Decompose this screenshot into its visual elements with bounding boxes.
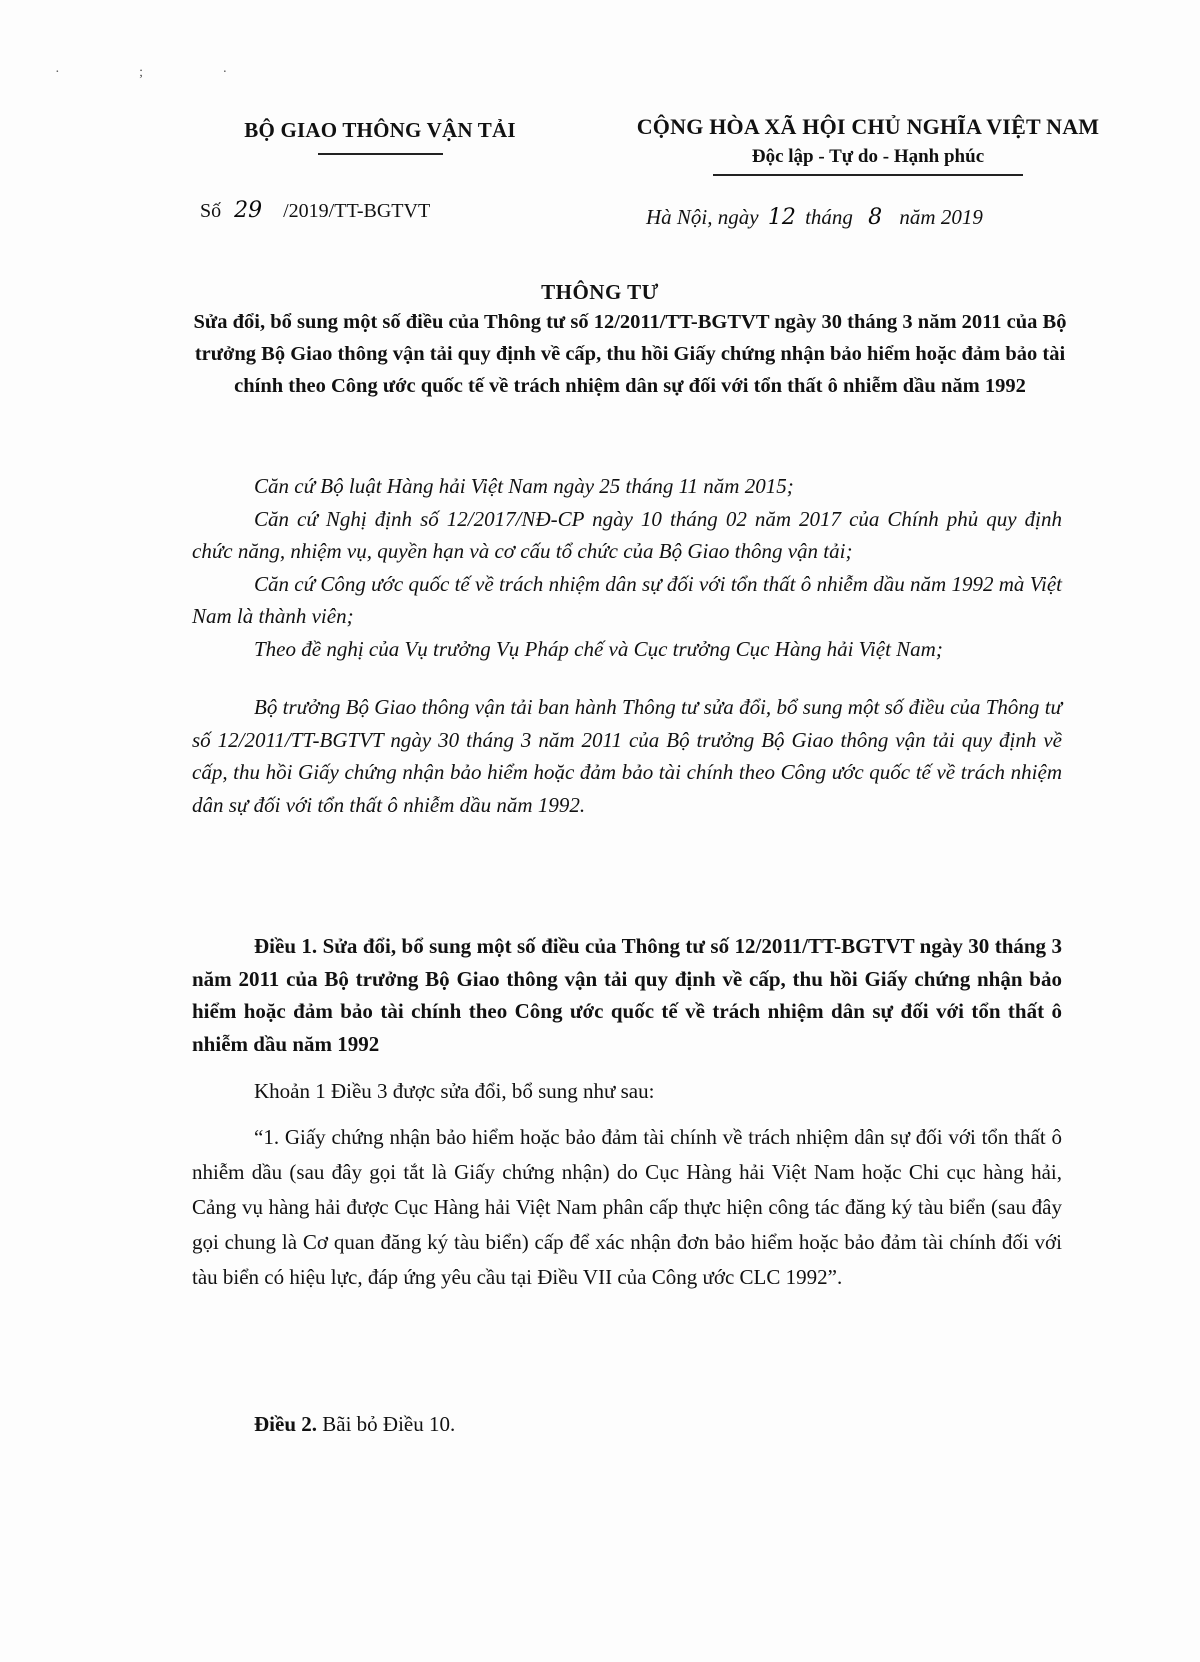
date-month-handwritten: 8 <box>868 205 883 230</box>
date-month-label: tháng <box>805 205 853 229</box>
date-place: Hà Nội, ngày <box>646 205 759 229</box>
doc-number-suffix: /2019/TT-BGTVT <box>283 200 431 222</box>
preamble-paragraph: Căn cứ Công ước quốc tế về trách nhiệm dân sự đối với tổn thất ô nhiễm dầu năm 1992 mà Việt Nam là thành viên; <box>192 571 1062 628</box>
scan-specks: · ; · <box>55 65 266 80</box>
national-motto: Độc lập - Tự do - Hạnh phúc <box>751 146 985 167</box>
agency-underline <box>318 153 443 155</box>
article-2-text: Bãi bỏ Điều 10. <box>322 1412 456 1436</box>
doc-number-handwritten: 29 <box>234 198 263 223</box>
preamble-paragraph: Theo đề nghị của Vụ trưởng Vụ Pháp chế và Cục trưởng Cục Hàng hải Việt Nam; <box>254 636 943 661</box>
document-type-title: THÔNG TƯ <box>541 280 659 304</box>
preamble <box>192 470 1062 821</box>
article-1-quote: “1. Giấy chứng nhận bảo hiểm hoặc bảo đảm tài chính về trách nhiệm dân sự đối với tổn thất ô nhiễm dầu (sau đây gọi tắt là Giấy chứng nhận) do Cục Hàng hải Việt Nam hoặc Chi cục hàng hải, Cảng vụ hàng hải được Cục Hàng hải Việt Nam phân cấp thực hiện công tác đăng ký tàu biển (sau đây gọi chung là Cơ quan đăng ký tàu biển) cấp để xác nhận đơn bảo hiểm hoặc bảo đảm tài chính đối với tàu biển có hiệu lực, đáp ứng yêu cầu tại Điều VII của Công ước CLC 1992”. <box>192 1125 1062 1289</box>
doc-number-prefix: Số <box>200 200 222 222</box>
article-1-heading: Điều 1. Sửa đổi, bổ sung một số điều của Thông tư số 12/2011/TT-BGTVT ngày 30 tháng 3 năm 2011 của Bộ trưởng Bộ Giao thông vận tải quy định về cấp, thu hồi Giấy chứng nhận bảo hiểm hoặc đảm bảo tài chính theo Công ước quốc tế về trách nhiệm dân sự đối với tổn thất ô nhiễm dầu năm 1992 <box>192 934 1062 1056</box>
issuing-agency-name: BỘ GIAO THÔNG VẬN TẢI <box>244 118 516 142</box>
date-year: năm 2019 <box>899 205 983 229</box>
article-1 <box>192 930 1062 1295</box>
national-name: CỘNG HÒA XÃ HỘI CHỦ NGHĨA VIỆT NAM <box>636 114 1100 139</box>
document-number <box>200 198 430 223</box>
article-2-label: Điều 2. <box>254 1412 317 1436</box>
preamble-paragraph: Bộ trưởng Bộ Giao thông vận tải ban hành Thông tư sửa đổi, bổ sung một số điều của Thông tư số 12/2011/TT-BGTVT ngày 30 tháng 3 năm 2011 của Bộ trưởng Bộ Giao thông vận tải quy định về cấp, thu hồi Giấy chứng nhận bảo hiểm hoặc đảm bảo tài chính theo Công ước quốc tế về trách nhiệm dân sự đối với tổn thất ô nhiễm dầu năm 1992. <box>192 695 1062 817</box>
date-day-handwritten: 12 <box>767 205 796 230</box>
article-1-intro: Khoản 1 Điều 3 được sửa đổi, bổ sung như sau: <box>254 1079 655 1103</box>
date-line <box>646 205 983 230</box>
motto-underline <box>713 174 1023 176</box>
preamble-paragraph: Căn cứ Nghị định số 12/2017/NĐ-CP ngày 10 tháng 02 năm 2017 của Chính phủ quy định chức năng, nhiệm vụ, quyền hạn và cơ cấu tổ chức của Bộ Giao thông vận tải; <box>192 506 1062 563</box>
preamble-paragraph: Căn cứ Bộ luật Hàng hải Việt Nam ngày 25 tháng 11 năm 2015; <box>254 474 794 498</box>
document-subject: Sửa đổi, bổ sung một số điều của Thông tư số 12/2011/TT-BGTVT ngày 30 tháng 3 năm 2011 của Bộ trưởng Bộ Giao thông vận tải quy định về cấp, thu hồi Giấy chứng nhận bảo hiểm hoặc đảm bảo tài chính theo Công ước quốc tế về trách nhiệm dân sự đối với tổn thất ô nhiễm dầu năm 1992 <box>193 311 1067 397</box>
issuing-agency-block <box>200 118 560 155</box>
article-2 <box>192 1408 1062 1441</box>
national-heading-block <box>588 114 1148 176</box>
